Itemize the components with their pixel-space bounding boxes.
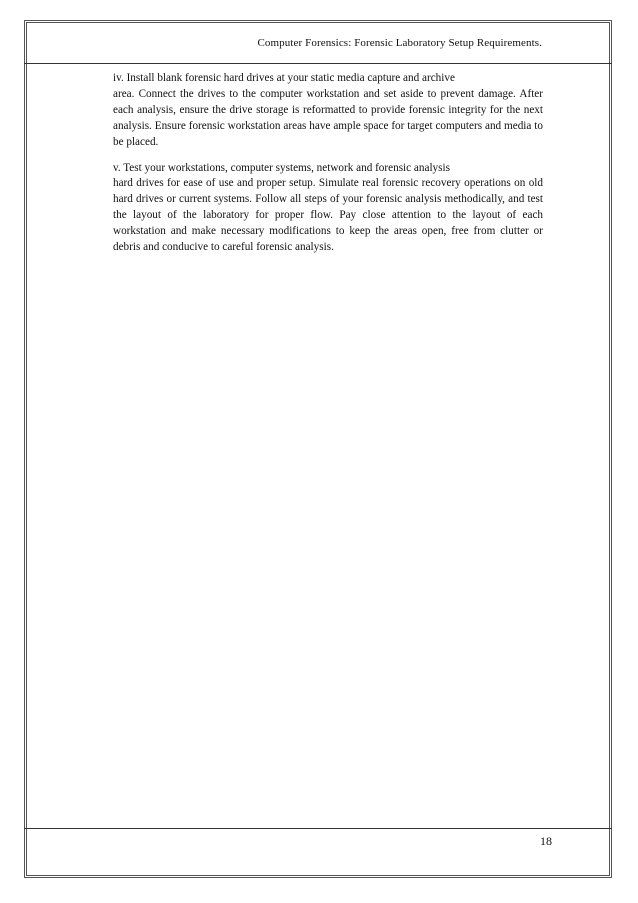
- page-body: [113, 71, 543, 266]
- footer-divider: [24, 828, 612, 829]
- paragraph-v-text: hard drives for ease of use and proper setup. Simulate real forensic recovery operations on old hard drives or current systems. Follow all steps of your forensic analysis methodically, and test the layout of the laboratory for proper flow. Pay close attention to the layout of each workstation and make necessary modifications to keep the areas open, free from clutter or debris and conducive to careful forensic analysis.: [113, 177, 543, 254]
- paragraph-iv-text: area. Connect the drives to the computer workstation and set aside to prevent damage. After each analysis, ensure the drive storage is reformatted to provide forensic integrity for the next analysis. Ensure forensic workstation areas have ample space for target computers and media to be placed.: [113, 87, 543, 148]
- running-header: Computer Forensics: Forensic Laboratory Setup Requirements.: [257, 37, 542, 49]
- paragraph-v-first-line: v. Test your workstations, computer systems, network and forensic analysis: [113, 161, 450, 174]
- paragraph-iv: [113, 71, 543, 151]
- header-divider: [24, 63, 612, 64]
- page-number: 18: [540, 834, 552, 848]
- paragraph-v: [113, 161, 543, 256]
- paragraph-iv-first-line: iv. Install blank forensic hard drives at your static media capture and archive: [113, 72, 455, 84]
